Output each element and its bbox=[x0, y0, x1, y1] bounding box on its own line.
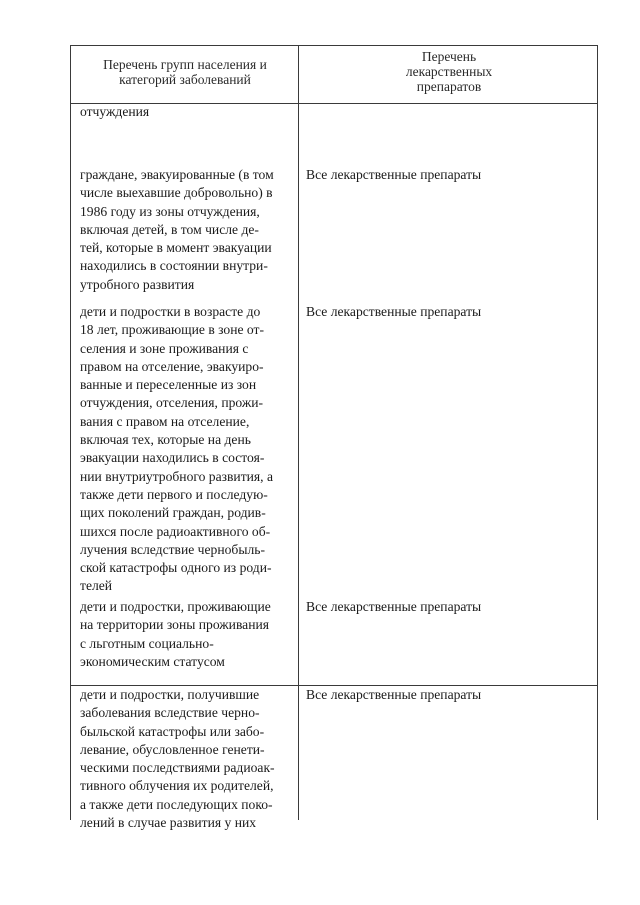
table-row-5-group: дети и подростки, получившие заболевания вследствие черно- быльской катастрофы или забо- левание, обусловленное генети- ческими последствиями радиоак- тивного облучения их родителей, а также дети последующих поко- лений в случае развития у них bbox=[80, 687, 275, 831]
column-divider bbox=[298, 45, 299, 820]
table-right-border bbox=[597, 45, 598, 820]
table-row-2-group: граждане, эвакуированные (в том числе выехавшие добровольно) в 1986 году из зоны отчуждения, включая детей, в том числе де- тей, которые в момент эвакуации находились в состоянии внутри- утробного развития bbox=[80, 167, 274, 292]
table-left-border bbox=[70, 45, 71, 820]
table-row-3-drugs: Все лекарственные препараты bbox=[306, 304, 482, 319]
header-drug-list: Перечень лекарственных препаратов bbox=[405, 49, 493, 94]
header-population-groups: Перечень групп населения и категорий заболеваний bbox=[103, 57, 267, 87]
table-row-4-drugs: Все лекарственные препараты bbox=[306, 599, 482, 614]
drug-provision-table bbox=[70, 45, 598, 831]
table-row-3-group: дети и подростки в возрасте до 18 лет, проживающие в зоне от- селения и зоне проживания с правом на отселение, эвакуиро- ванные и переселенные из зон отчуждения, отселения, прожи- вания с правом на отселение, включая тех, которые на день эвакуации находились в состоя- нии внутриутробного развития, а также дети первого и последую- щих поколений граждан, родив- шихся после радиоактивного об- лучения вследствие чернобыль- ской катастрофы одного из роди- телей bbox=[80, 304, 274, 594]
table-row-1-group: отчуждения bbox=[80, 104, 150, 119]
table-row-2-drugs: Все лекарственные препараты bbox=[306, 167, 482, 182]
table-row-5-drugs: Все лекарственные препараты bbox=[306, 687, 482, 702]
table-top-border bbox=[70, 45, 598, 46]
table-row-4-group: дети и подростки, проживающие на территории зоны проживания с льготным социально- экономическим статусом bbox=[80, 599, 271, 669]
